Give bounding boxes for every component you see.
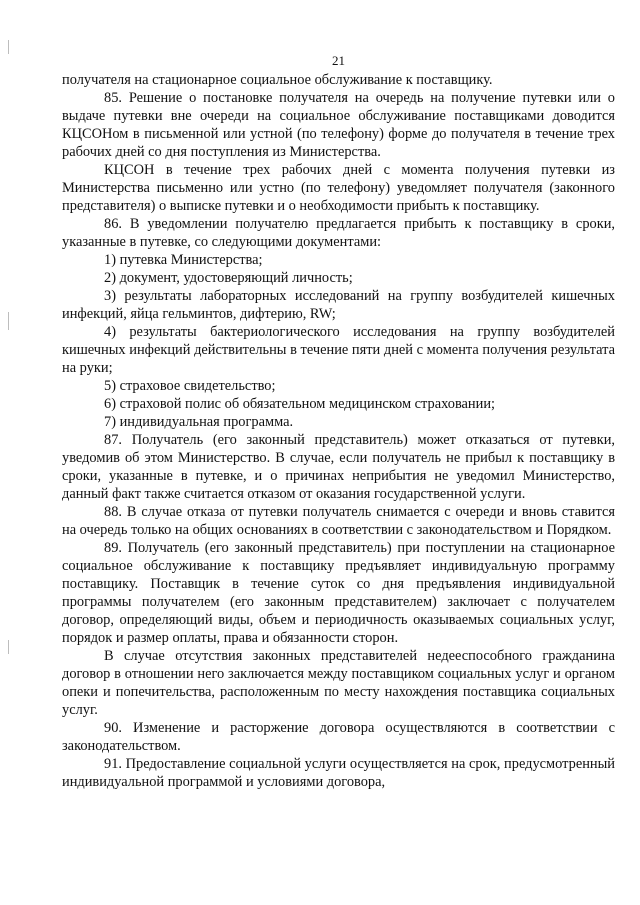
paragraph-87: 87. Получатель (его законный представитель) может отказаться от путевки, уведомив об этом Министерство. В случае, если получатель не прибыл к поставщику в сроки, указанные в путевке, и о причинах неприбытия не уведомил Министерство, данный факт также считается отказом от оказания государственной услуги. xyxy=(62,432,615,502)
paragraph-85: 85. Решение о постановке получателя на очередь на получение путевки или о выдаче путевки вне очереди на социальное обслуживание поставщиками доводится КЦСОНом в письменной или устной (по телефону) форме до получателя в течение трех рабочих дней со дня поступления из Министерства. xyxy=(62,90,615,160)
scan-edge-line-low xyxy=(8,640,9,654)
page-number: 21 xyxy=(332,53,345,68)
paragraph-88: 88. В случае отказа от путевки получатель снимается с очереди и вновь ставится на очередь только на общих основаниях в соответствии с законодательством и Порядком. xyxy=(62,504,615,538)
paragraph-continuation: получателя на стационарное социальное обслуживание к поставщику. xyxy=(62,72,493,88)
list-item-3: 3) результаты лабораторных исследований на группу возбудителей кишечных инфекций, яйца гельминтов, дифтерию, RW; xyxy=(62,288,615,322)
paragraph-incapable-citizen: В случае отсутствия законных представителей недееспособного гражданина договор в отношении него заключается между поставщиком социальных услуг и органом опеки и попечительства, расположенным по месту нахождения поставщика социальных услуг. xyxy=(62,648,615,718)
list-item-6: 6) страховой полис об обязательном медицинском страховании; xyxy=(104,396,496,412)
list-item-4: 4) результаты бактериологического исследования на группу возбудителей кишечных инфекций действительны в течение пяти дней с момента получения результата на руки; xyxy=(62,324,615,376)
paragraph-90: 90. Изменение и расторжение договора осуществляются в соответствии с законодательством. xyxy=(62,720,615,754)
list-item-2: 2) документ, удостоверяющий личность; xyxy=(104,270,353,286)
paragraph-89: 89. Получатель (его законный представитель) при поступлении на стационарное социальное обслуживание к поставщику предъявляет индивидуальную программу поставщику. Поставщик в течение суток со дня предъявления индивидуальной программы получателем (его законным представителем) заключает с получателем договор, определяющий виды, объем и периодичность оказываемых социальных услуг, порядок и размер оплаты, права и обязанности сторон. xyxy=(62,540,615,646)
list-item-7: 7) индивидуальная программа. xyxy=(104,414,294,430)
paragraph-91: 91. Предоставление социальной услуги осуществляется на срок, предусмотренный индивидуальной программой и условиями договора, xyxy=(62,756,615,790)
document-page xyxy=(62,52,615,791)
paragraph-kcson-notice: КЦСОН в течение трех рабочих дней с момента получения путевки из Министерства письменно или устно (по телефону) уведомляет получателя (законного представителя) о выписке путевки и о необходимости прибыть к поставщику. xyxy=(62,162,615,214)
scan-edge-line-top xyxy=(8,40,9,54)
list-item-5: 5) страховое свидетельство; xyxy=(104,378,276,394)
paragraph-86: 86. В уведомлении получателю предлагается прибыть к поставщику в сроки, указанные в путевке, со следующими документами: xyxy=(62,216,615,250)
list-item-1: 1) путевка Министерства; xyxy=(104,252,263,268)
scan-edge-line-mid xyxy=(8,312,9,330)
